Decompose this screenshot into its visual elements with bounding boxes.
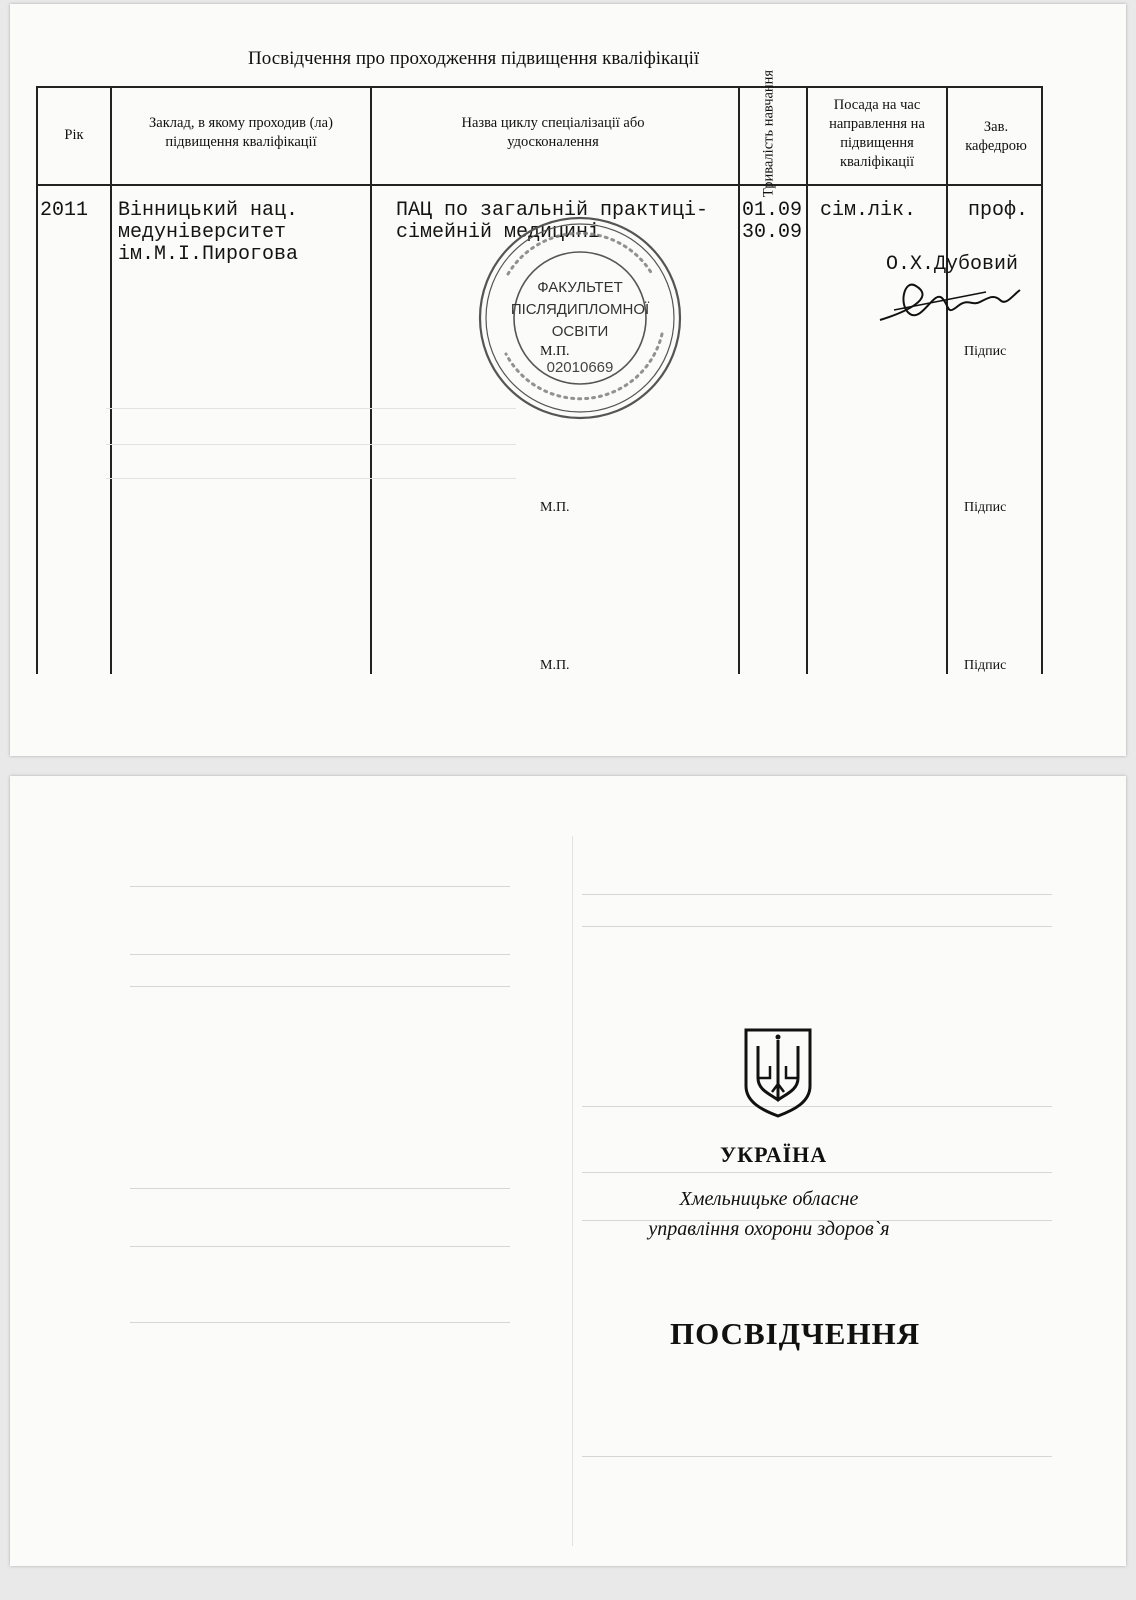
cell-year: 2011 (40, 199, 89, 222)
institution-line: Вінницький нац. (118, 199, 299, 222)
duration-line: 01.09 (742, 199, 803, 222)
header-position: Посада на час направлення на підвищення кваліфікації (829, 97, 925, 170)
header-head: Зав. кафедрою (965, 119, 1027, 154)
country-name: УКРАЇНА (720, 1142, 828, 1167)
cycle-line: сімейній медицині (396, 221, 601, 244)
mp-label: М.П. (540, 658, 570, 673)
department-line: Хмельницьке обласне (679, 1188, 859, 1210)
qualification-page (10, 4, 1126, 756)
stamp-code: 02010669 (546, 359, 614, 376)
header-cycle: Назва циклу спеціалізації або удосконалення (461, 115, 645, 150)
header-duration: Тривалість навчання (760, 69, 777, 198)
page-heading: Посвідчення про проходження підвищення кваліфікації (248, 48, 700, 69)
stamp-line: ОСВІТИ (551, 323, 609, 340)
header-institution: Заклад, в якому проходив (ла) підвищення кваліфікації (149, 115, 333, 150)
header-year: Рік (64, 127, 84, 143)
cover-page (10, 776, 1126, 1566)
faculty-stamp (476, 214, 684, 422)
institution-line: ім.М.І.Пирогова (118, 243, 299, 266)
coat-of-arms-icon (742, 1026, 814, 1118)
signature-label: Підпис (964, 344, 1007, 359)
issuing-department (604, 1184, 934, 1244)
signature-label: Підпис (964, 658, 1007, 673)
stamp-line: ФАКУЛЬТЕТ (537, 279, 623, 296)
head-name: О.Х.Дубовий (886, 253, 1019, 276)
cell-position: сім.лік. (820, 199, 917, 222)
cell-head-title: проф. (968, 199, 1029, 222)
duration-line: 30.09 (742, 221, 803, 244)
document-title: ПОСВІДЧЕННЯ (670, 1316, 921, 1351)
cell-duration (742, 200, 802, 244)
department-line: управління охорони здоров`я (648, 1218, 890, 1240)
handwritten-signature (876, 276, 1026, 328)
cell-institution (118, 200, 298, 266)
mp-label: М.П. (540, 344, 570, 359)
institution-line: медуніверситет (118, 221, 287, 244)
cycle-line: ПАЦ по загальній практиці- (396, 199, 709, 222)
mp-label: М.П. (540, 500, 570, 515)
signature-label: Підпис (964, 500, 1007, 515)
stamp-line: ПІСЛЯДИПЛОМНОЇ (510, 301, 650, 318)
